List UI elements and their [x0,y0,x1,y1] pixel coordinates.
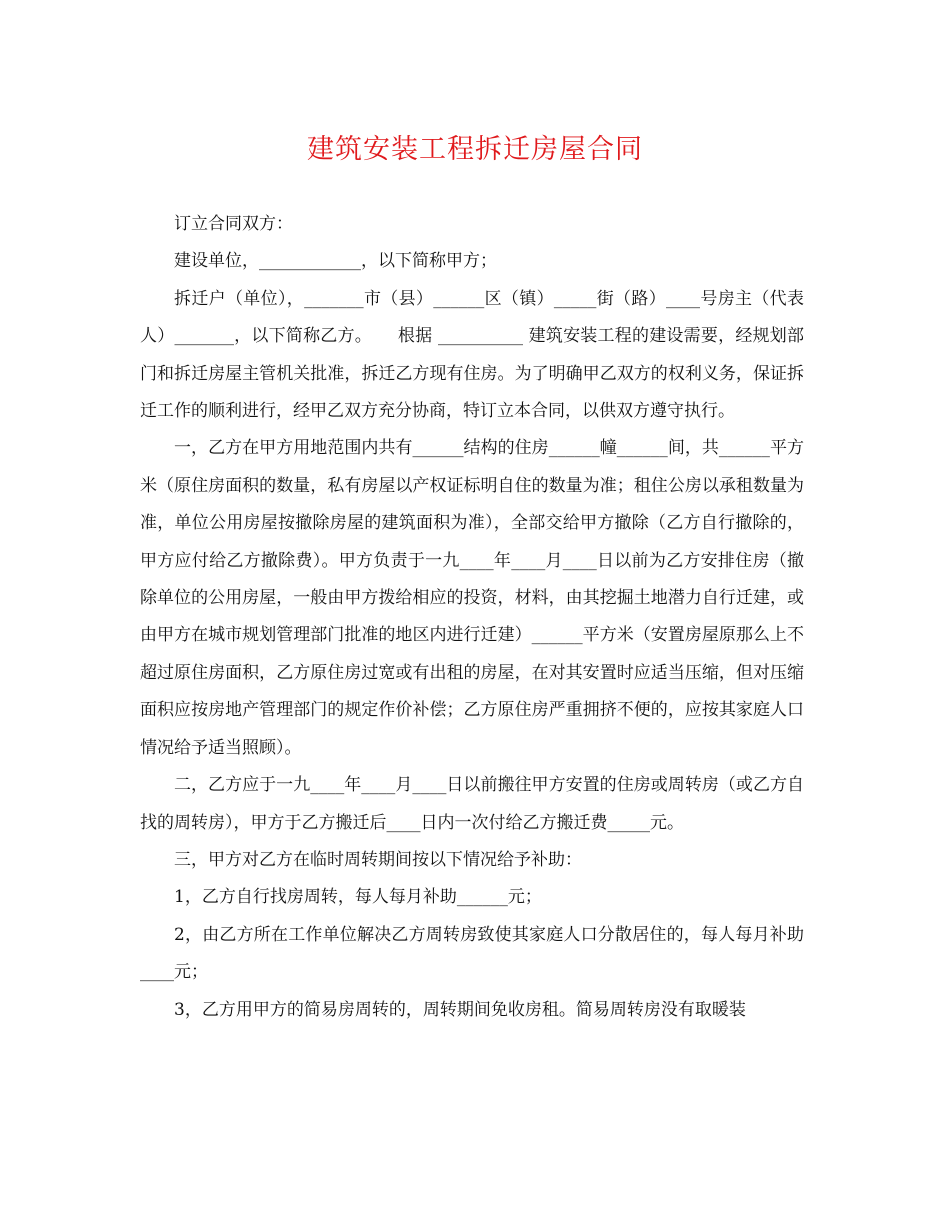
paragraph-item-2: 2，由乙方所在工作单位解决乙方周转房致使其家庭人口分散居住的，每人每月补助____元； [140,924,804,983]
paragraph-item-3: 3，乙方用甲方的简易房周转的，周转期间免收房租。简易周转房没有取暖装 [174,999,746,1020]
paragraph-article-1: 一，乙方在甲方用地范围内共有______结构的住房______幢______间，共______平方米（原住房面积的数量，私有房屋以产权证标明自住的数量为准；租住公房以承租数量为准，单位公用房屋按撤除房屋的建筑面积为准），全部交给甲方撤除（乙方自行撤除的，甲方应付给乙方撤除费）。甲方负责于一九____年____月____日以前为乙方安排住房（撤除单位的公用房屋，一般由甲方拨给相应的投资，材料，由其挖掘土地潜力自行迁建，或由甲方在城市规划管理部门批准的地区内进行迁建）______平方米（安置房屋原那么上不超过原住房面积，乙方原住房过宽或有出租的房屋，在对其安置时应适当压缩，但对压缩面积应按房地产管理部门的规定作价补偿；乙方原住房严重拥挤不便的，应按其家庭人口情况给予适当照顾）。 [140,438,804,758]
paragraph-item-1: 1，乙方自行找房周转，每人每月补助______元； [174,887,542,908]
paragraph-party-b: 拆迁户（单位），_______市（县）______区（镇）_____街（路）____号房主（代表人）_______，以下简称乙方。 根据 __________ 建筑安装工程的建设需要，经规划部门和拆迁房屋主管机关批准，拆迁乙方现有住房。为了明确甲乙双方的权利义务，保证拆迁工作的顺利进行，经甲乙双方充分协商，特订立本合同，以供双方遵守执行。 [140,288,804,422]
document-title: 建筑安装工程拆迁房屋合同 [307,134,643,165]
paragraph-parties: 订立合同双方： [174,214,293,234]
paragraph-article-2: 二，乙方应于一九____年____月____日以前搬往甲方安置的住房或周转房（或乙方自找的周转房），甲方于乙方搬迁后____日内一次付给乙方搬迁费_____元。 [140,775,804,833]
document-body [140,206,804,1029]
paragraph-article-3: 三，甲方对乙方在临时周转期间按以下情况给予补助： [174,849,582,870]
paragraph-party-a: 建设单位，____________，以下简称甲方； [174,251,497,272]
